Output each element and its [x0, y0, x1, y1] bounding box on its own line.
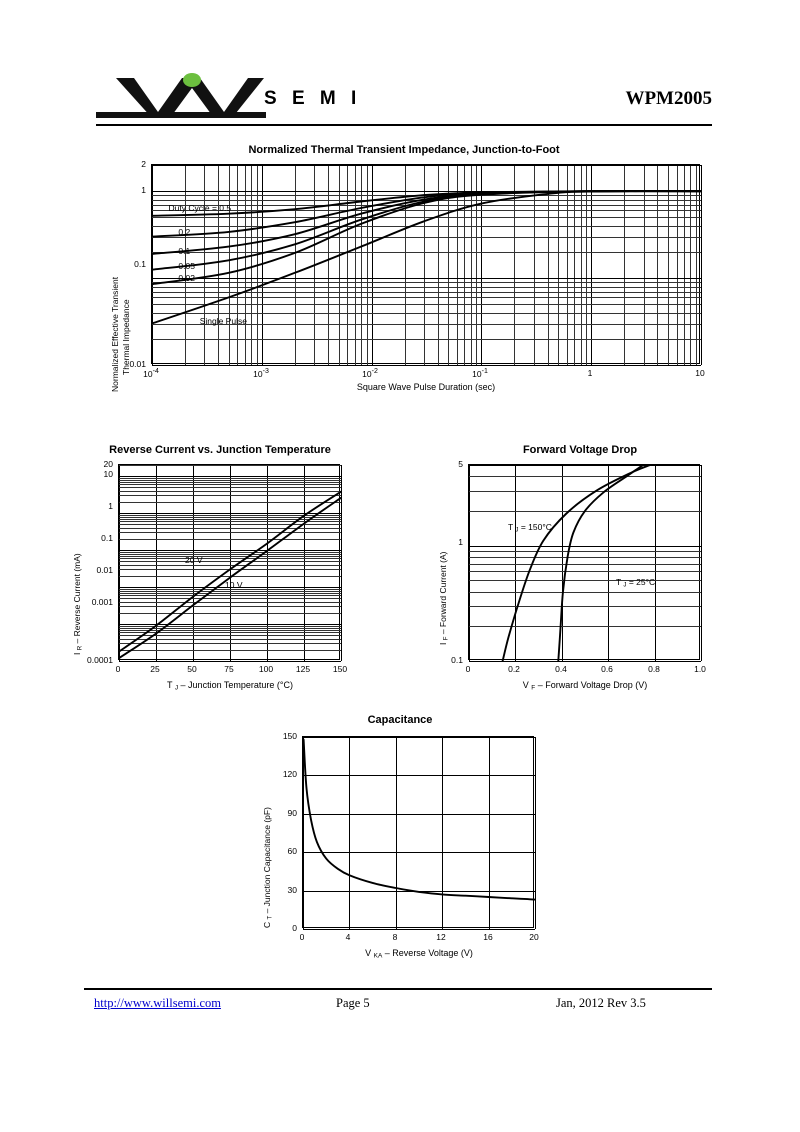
x-tick: 0.4 [555, 664, 567, 674]
x-tick: 0.6 [601, 664, 613, 674]
y-tick: 120 [282, 769, 297, 779]
x-tick: 0.2 [508, 664, 520, 674]
x-axis-label: V $_F$ – Forward Voltage Drop (V) [522, 680, 648, 692]
x-axis-label: V $_{KA}$ – Reverse Voltage (V) [365, 948, 473, 960]
y-tick: 2 [141, 159, 146, 169]
plot-area [118, 464, 340, 660]
y-axis-label: I $_R$ – Reverse Current (mA) [72, 553, 84, 655]
curve [503, 465, 650, 661]
footer-divider [84, 988, 712, 990]
y-tick: 0.001 [91, 597, 113, 607]
curve [152, 191, 701, 216]
gridline [152, 365, 701, 366]
curve-label-20v: 20 V [185, 555, 203, 565]
chart-title: Normalized Thermal Transient Impedance, Junction-to-Foot [248, 144, 560, 156]
page-header [96, 72, 712, 124]
chart-reverse-current [60, 440, 380, 700]
y-tick: 0.0001 [87, 655, 113, 665]
logo-text: S E M I [264, 88, 362, 109]
curve-label: 0.1 [178, 245, 191, 256]
x-tick: 12 [436, 932, 446, 942]
y-tick: 150 [282, 731, 297, 741]
curve-group [303, 737, 535, 929]
x-tick: 100 [258, 664, 274, 674]
x-tick: 125 [295, 664, 311, 674]
y-tick: 0.01 [96, 565, 113, 575]
y-tick: 0.1 [134, 259, 146, 269]
chart-forward-voltage-drop [420, 440, 740, 700]
page-number: Page 5 [336, 996, 370, 1010]
curve [304, 740, 535, 900]
website-link[interactable]: http://www.willsemi.com [94, 996, 221, 1010]
y-tick: 1 [108, 501, 113, 511]
x-tick: 75 [224, 664, 234, 674]
x-tick: 1 [587, 368, 593, 378]
x-tick: $10^{-2}$ [362, 368, 378, 379]
page-footer [84, 994, 712, 1016]
gridline [303, 929, 535, 930]
y-tick: 30 [287, 885, 297, 895]
curve-label: 0.05 [178, 260, 195, 271]
y-tick: 5 [458, 459, 463, 469]
x-tick: 0 [299, 932, 305, 942]
x-tick: 0 [115, 664, 121, 674]
y-tick: 0.1 [101, 533, 113, 543]
curve-group [152, 165, 701, 365]
y-tick: 1 [141, 185, 146, 195]
chart-title: Reverse Current vs. Junction Temperature [109, 444, 331, 456]
x-tick: 150 [332, 664, 348, 674]
curve [119, 498, 341, 658]
y-tick: 90 [287, 808, 297, 818]
curve [152, 191, 701, 284]
y-axis-label: C $_T$ – Junction Capacitance (pF) [262, 807, 274, 928]
chart-capacitance [240, 710, 560, 975]
y-tick: 60 [287, 846, 297, 856]
curve [119, 492, 341, 652]
curve-label: 0.02 [178, 272, 195, 283]
y-tick: 20 [103, 459, 113, 469]
curve-label: Single Pulse [199, 316, 247, 327]
x-axis-label: T $_J$ – Junction Temperature (°C) [166, 680, 294, 692]
curve-group [119, 465, 341, 661]
x-tick: 0.8 [648, 664, 660, 674]
curve [558, 465, 643, 661]
gridline [341, 465, 342, 661]
x-axis-label: Square Wave Pulse Duration (sec) [356, 382, 496, 392]
x-tick: $10^{-4}$ [143, 368, 159, 379]
y-tick: 10 [103, 469, 113, 479]
y-axis-label: I $_F$ – Forward Current (A) [438, 551, 450, 645]
y-axis-label-line1: Normalized Effective Transient [110, 276, 120, 392]
curve [152, 191, 701, 323]
willsemi-logo [96, 72, 386, 120]
x-tick: 8 [392, 932, 398, 942]
header-divider [96, 124, 712, 126]
x-tick: 20 [529, 932, 539, 942]
x-tick: 4 [345, 932, 351, 942]
y-tick: 0 [292, 923, 297, 933]
chart-title: Capacitance [367, 714, 433, 726]
x-tick: 50 [187, 664, 197, 674]
gridline [701, 165, 702, 365]
gridline [469, 661, 701, 662]
gridline [701, 465, 702, 661]
curve-label-10v: 10 V [225, 580, 243, 590]
x-tick: 25 [150, 664, 160, 674]
y-tick: 0.01 [129, 359, 146, 369]
y-axis-label-line2: Thermal Impedance [121, 299, 131, 375]
x-tick: 1.0 [694, 664, 706, 674]
part-number: WPM2005 [625, 88, 712, 109]
chart-title: Forward Voltage Drop [522, 444, 638, 456]
plot-area [302, 736, 534, 928]
plot-area [468, 464, 700, 660]
gridline [119, 661, 341, 662]
x-tick: 16 [483, 932, 493, 942]
plot-area [151, 164, 700, 364]
y-tick: 1 [458, 537, 463, 547]
chart-thermal-transient-impedance [96, 140, 712, 410]
y-tick: 0.1 [451, 655, 463, 665]
x-tick: 10 [695, 368, 705, 378]
x-tick: $10^{-3}$ [253, 368, 269, 379]
curve-label: 0.2 [178, 227, 191, 237]
curve-label-tj150: T $_J$ = 150°C [508, 522, 552, 534]
x-tick: 0 [465, 664, 471, 674]
curve-label: Duty Cycle = 0.5 [168, 203, 232, 214]
revision-date: Jan, 2012 Rev 3.5 [556, 996, 646, 1010]
curve-label-tj25: T $_J$ = 25°C [616, 577, 656, 589]
curve-group [469, 465, 701, 661]
x-tick: $10^{-1}$ [472, 368, 488, 379]
